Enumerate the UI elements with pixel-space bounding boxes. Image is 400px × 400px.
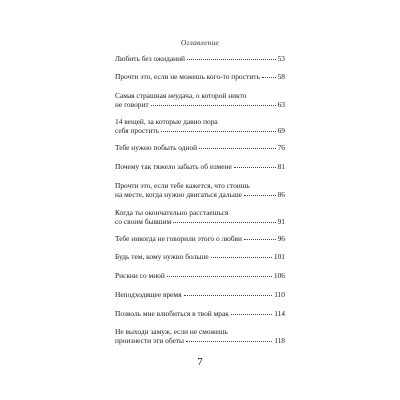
dot-leader bbox=[187, 59, 276, 60]
toc-entry-page-number: 53 bbox=[277, 54, 285, 63]
toc-entry-title: Рискни со мной bbox=[115, 271, 165, 280]
toc-entry bbox=[115, 91, 285, 109]
toc-entry-line bbox=[115, 91, 285, 100]
toc-entry-page-number: 96 bbox=[277, 234, 285, 243]
toc-entry-line bbox=[115, 208, 285, 217]
toc-entry-line bbox=[115, 117, 285, 126]
toc-entry-last-line bbox=[115, 143, 285, 152]
toc-entry-title: произнести эти обеты bbox=[115, 336, 184, 345]
toc-entry-page-number: 81 bbox=[277, 162, 285, 171]
dot-leader bbox=[151, 105, 276, 106]
dot-leader bbox=[186, 341, 272, 342]
toc-entry-title: Любить без ожиданий bbox=[115, 54, 185, 63]
toc-entry bbox=[115, 327, 285, 345]
toc-entry bbox=[115, 290, 285, 299]
toc-entry-title: Позволь мне влюбиться в твой мрак bbox=[115, 309, 229, 318]
dot-leader bbox=[167, 276, 272, 277]
toc-heading: Оглавление bbox=[180, 38, 220, 47]
toc-entry-last-line bbox=[115, 217, 285, 226]
toc-entry-last-line bbox=[115, 54, 285, 63]
dot-leader bbox=[199, 148, 275, 149]
dot-leader bbox=[184, 295, 273, 296]
toc-entry-page-number: 76 bbox=[277, 143, 285, 152]
toc-entry-title: Будь тем, кому нужно больше bbox=[115, 252, 209, 261]
toc-entry-last-line bbox=[115, 162, 285, 171]
toc-entry-page-number: 63 bbox=[277, 100, 285, 109]
toc-entry bbox=[115, 309, 285, 318]
toc-entry-title: не говорит bbox=[115, 100, 149, 109]
toc-entry-page-number: 58 bbox=[277, 72, 285, 81]
toc-entry-title: Почему так тяжело забыть об измене bbox=[115, 162, 232, 171]
toc-entry-last-line bbox=[115, 336, 285, 345]
toc-entry-title: Неподходящее время bbox=[115, 290, 182, 299]
toc-entry-page-number: 118 bbox=[274, 336, 285, 345]
dot-leader bbox=[211, 257, 272, 258]
toc-entry-title: Тебе нужно побыть одной bbox=[115, 143, 198, 152]
toc-entry-title: 14 вещей, за которые давно пора bbox=[115, 117, 218, 126]
toc-entry-last-line bbox=[115, 72, 285, 81]
toc-entry-page-number: 69 bbox=[277, 126, 285, 135]
toc-entry-title: со своим бывшим bbox=[115, 217, 172, 226]
toc-entry-page-number: 86 bbox=[277, 190, 285, 199]
toc-entry-last-line bbox=[115, 234, 285, 243]
page-number: 7 bbox=[197, 356, 203, 368]
toc-entry-page-number: 106 bbox=[273, 271, 285, 280]
toc-entry bbox=[115, 143, 285, 152]
toc-entry-line bbox=[115, 327, 285, 336]
dot-leader bbox=[244, 239, 276, 240]
toc-entry-last-line bbox=[115, 100, 285, 109]
toc-entry bbox=[115, 234, 285, 243]
toc-entry-page-number: 101 bbox=[273, 252, 285, 261]
toc-entry bbox=[115, 252, 285, 261]
dot-leader bbox=[244, 195, 276, 196]
toc-entry-last-line bbox=[115, 190, 285, 199]
toc-entry-last-line bbox=[115, 290, 285, 299]
toc-entry-title: Прочти это, если не можешь кого-то простить bbox=[115, 72, 260, 81]
toc-entry bbox=[115, 54, 285, 63]
toc-entry-title: Тебе никогда не говорили этого о любви bbox=[115, 234, 242, 243]
toc-entry bbox=[115, 271, 285, 280]
toc-entry bbox=[115, 72, 285, 81]
toc-entry-line bbox=[115, 181, 285, 190]
toc-entry bbox=[115, 181, 285, 199]
dot-leader bbox=[262, 77, 276, 78]
toc-entry-title: на месте, когда нужно двигаться дальше bbox=[115, 190, 242, 199]
toc-entry-last-line bbox=[115, 252, 285, 261]
toc-entry-title: Самая страшная неудача, о которой никто bbox=[115, 91, 247, 100]
dot-leader bbox=[234, 167, 276, 168]
toc-entry-last-line bbox=[115, 126, 285, 135]
toc-entry-page-number: 91 bbox=[277, 217, 285, 226]
toc-entry-title: себя простить bbox=[115, 126, 160, 135]
toc-entry-last-line bbox=[115, 271, 285, 280]
dot-leader bbox=[173, 222, 275, 223]
toc-entry bbox=[115, 117, 285, 135]
toc-entry-title: Не выходи замуж, если не сможешь bbox=[115, 327, 228, 336]
toc-entry-last-line bbox=[115, 309, 285, 318]
toc-entry-page-number: 114 bbox=[274, 309, 285, 318]
dot-leader bbox=[231, 314, 272, 315]
toc-entry bbox=[115, 208, 285, 226]
dot-leader bbox=[161, 131, 276, 132]
toc-entry bbox=[115, 162, 285, 171]
toc-entry-page-number: 110 bbox=[274, 290, 285, 299]
toc-entry-title: Когда ты окончательно расстаешься bbox=[115, 208, 229, 217]
toc-entry-title: Прочти это, если тебе кажется, что стоишь bbox=[115, 181, 250, 190]
